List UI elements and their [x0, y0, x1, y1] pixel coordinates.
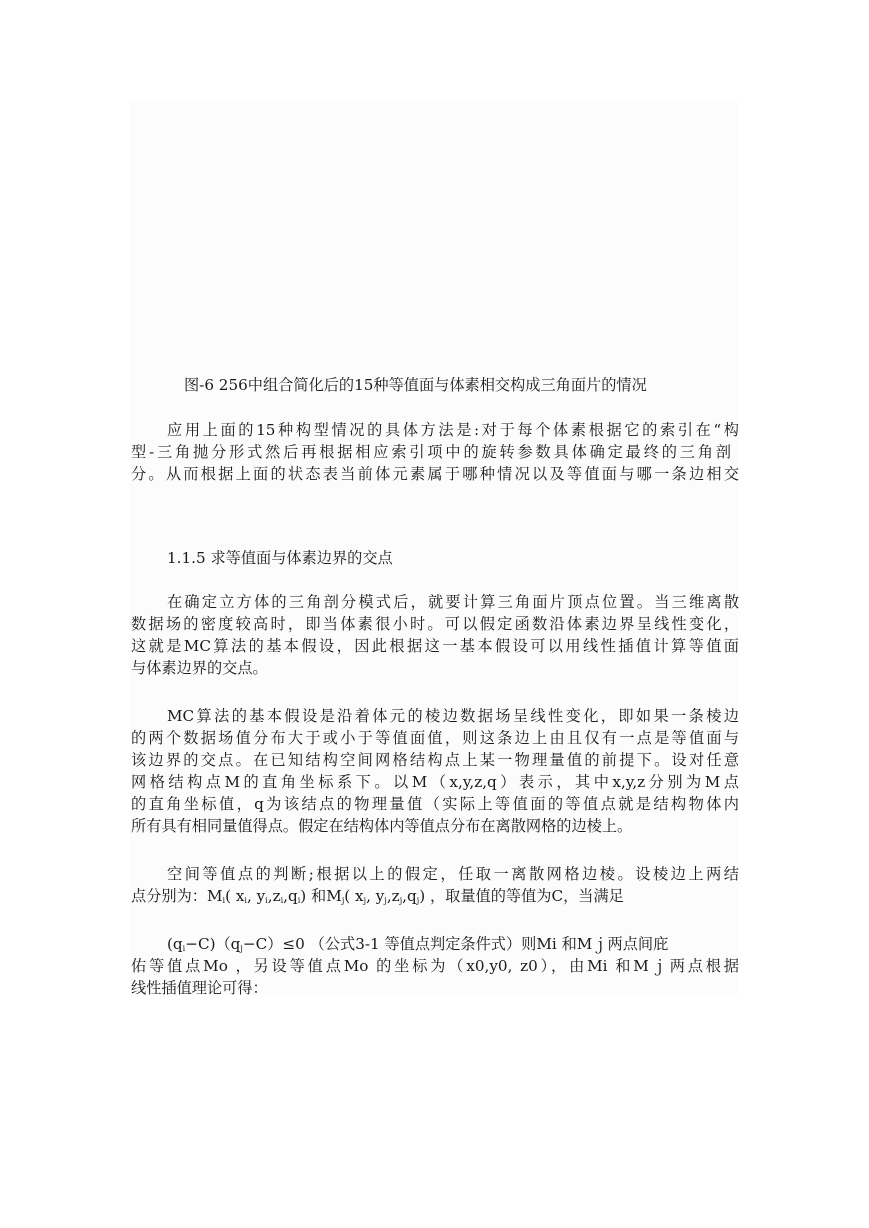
paragraph-3-line-4: 网格结构点M的直角坐标系下。以M（x,y,z,q）表示，其中x,y,z分别为M点	[131, 773, 739, 791]
paragraph-4-line-1: 空间等值点的判断;根据以上的假定，任取一离散网格边棱。设棱边上两结	[167, 865, 739, 883]
paragraph-1-line-2: 型-三角抛分形式然后再根据相应索引项中的旋转参数具体确定最终的三角剖	[131, 443, 731, 461]
figure-caption: 图-6 256中组合简化后的15种等值面与体素相交构成三角面片的情况	[184, 376, 647, 394]
paragraph-1-line-1: 应用上面的15种构型情况的具体方法是:对于每个体素根据它的索引在“构	[167, 421, 739, 439]
paragraph-1-line-3: 分。从而根据上面的状态表当前体元素属于哪种情况以及等值面与哪一条边相交	[131, 465, 739, 483]
paragraph-3-line-2: 的两个数据场值分布大于或小于等值面值，则这条边上由且仅有一点是等值面与	[131, 729, 739, 747]
section-heading: 1.1.5 求等值面与体素边界的交点	[167, 549, 393, 567]
paragraph-2-line-1: 在确定立方体的三角剖分模式后，就要计算三角面片顶点位置。当三维离散	[167, 593, 739, 611]
paragraph-5-line-1: $(q_i-C)(q_j-C)\le 0$ （公式3-1 等值点判定条件式）则Mi 和Mｊ两点间庇	[167, 935, 669, 953]
paragraph-5-line-2: 佑等值点Mo ，另设等值点Mo 的坐标为（x0,y0, z0），由Mi 和Mｊ两点根据	[131, 957, 739, 975]
paragraph-5-line-3: 线性插值理论可得：	[131, 979, 268, 997]
figure-area	[130, 100, 738, 365]
paragraph-2-line-3: 这就是MC算法的基本假设，因此根据这一基本假设可以用线性插值计算等值面	[131, 637, 739, 655]
paragraph-3-line-6: 所有具有相同量值得点。假定在结构体内等值点分布在离散网格的边棱上。	[131, 817, 633, 835]
paragraph-3-line-1: MC算法的基本假设是沿着体元的棱边数据场呈线性变化，即如果一条棱边	[167, 707, 739, 725]
paragraph-3-line-5: 的直角坐标值，q为该结点的物理量值（实际上等值面的等值点就是结构物体内	[131, 795, 739, 813]
paragraph-2-line-2: 数据场的密度较高时，即当体素很小时。可以假定函数沿体素边界呈线性变化，	[131, 615, 739, 633]
paragraph-2-line-4: 与体素边界的交点。	[131, 659, 268, 677]
paragraph-3-line-3: 该边界的交点。在已知结构空间网格结构点上某一物理量值的前提下。设对任意	[131, 751, 739, 769]
paragraph-4-line-2: 点分别为：$M_i$( $x_i$, $y_i,z_i,q_i$) 和$M_j$( $x_j$, $y_j,z_j,q_j$) ，取量值的等值为C，当满足	[131, 887, 624, 905]
